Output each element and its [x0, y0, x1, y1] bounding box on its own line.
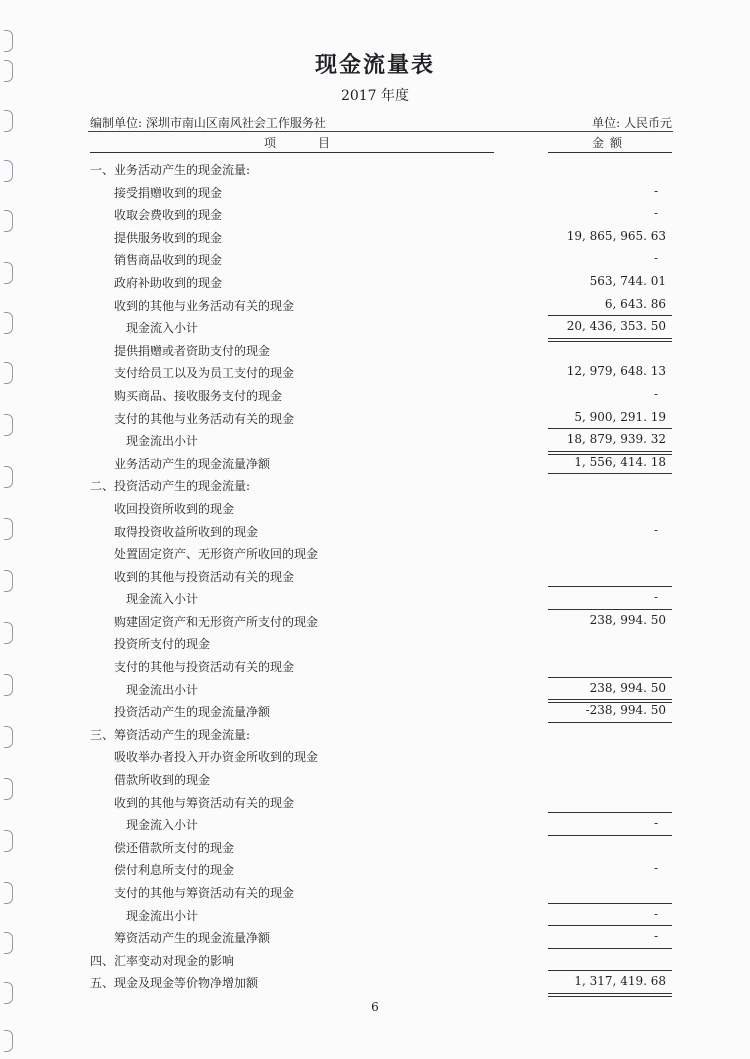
- column-header-item-a: 项: [264, 136, 277, 150]
- row-amount: 563, 744. 01: [589, 273, 666, 288]
- row-label: 收到的其他与筹资活动有关的现金: [114, 795, 295, 810]
- row-label: 现金流入小计: [126, 818, 199, 833]
- row-amount: 20, 436, 353. 50: [566, 319, 666, 334]
- row-label: 一、业务活动产生的现金流量:: [90, 163, 251, 177]
- table-row: [0, 565, 750, 588]
- table-row: [0, 226, 750, 249]
- table-row: [0, 881, 750, 904]
- table-row: [0, 813, 750, 836]
- table-row: [0, 271, 750, 294]
- row-amount: 18, 879, 939. 32: [566, 432, 666, 447]
- row-label: 偿还借款所支付的现金: [114, 840, 235, 855]
- row-amount: 12, 979, 648. 13: [566, 364, 666, 379]
- table-row: [0, 452, 750, 475]
- row-amount: -: [653, 816, 658, 831]
- table-row: [0, 497, 750, 520]
- table-row: [0, 429, 750, 452]
- table-row: [0, 745, 750, 768]
- row-amount: -: [653, 906, 658, 921]
- document-title: 现金流量表: [314, 53, 435, 78]
- row-label: 现金流出小计: [126, 682, 199, 697]
- table-row: [0, 926, 750, 949]
- row-label: 收回投资所收到的现金: [114, 501, 235, 516]
- row-label: 购买商品、接收服务支付的现金: [114, 388, 283, 403]
- table-row: [0, 248, 750, 271]
- row-label: 借款所收到的现金: [114, 773, 211, 788]
- row-label: 二、投资活动产生的现金流量:: [90, 479, 251, 494]
- row-label: 支付的其他与投资活动有关的现金: [114, 660, 295, 675]
- row-amount: 238, 994. 50: [589, 612, 666, 627]
- row-label: 现金流入小计: [126, 321, 199, 336]
- row-label: 现金流出小计: [126, 908, 199, 923]
- row-label: 支付的其他与业务活动有关的现金: [114, 411, 295, 426]
- table-row: [0, 294, 750, 317]
- table-row: [0, 181, 750, 204]
- table-row: [0, 316, 750, 339]
- table-row: [0, 904, 750, 927]
- row-label: 处置固定资产、无形资产所收回的现金: [114, 547, 319, 562]
- row-label: 接受捐赠收到的现金: [114, 185, 223, 200]
- table-row: [0, 632, 750, 655]
- column-header-item: [90, 134, 494, 153]
- table-row: [0, 768, 750, 791]
- table-row: [0, 407, 750, 430]
- row-amount: -: [653, 861, 658, 876]
- row-label: 收到的其他与投资活动有关的现金: [114, 569, 295, 584]
- row-label: 投资活动产生的现金流量净额: [114, 705, 271, 720]
- row-label: 偿付利息所支付的现金: [114, 863, 235, 878]
- row-label: 取得投资收益所收到的现金: [114, 524, 259, 539]
- table-row: [0, 587, 750, 610]
- table-row: [0, 542, 750, 565]
- row-label: 四、汇率变动对现金的影响: [90, 953, 235, 968]
- table-row: [0, 858, 750, 881]
- row-amount: -: [653, 183, 658, 198]
- page-number: 6: [371, 1000, 379, 1014]
- row-label: 收到的其他与业务活动有关的现金: [114, 298, 295, 313]
- double-underline: [548, 993, 672, 997]
- table-row: [0, 610, 750, 633]
- column-header-item-b: 目: [318, 136, 331, 150]
- table-row: [0, 723, 750, 746]
- row-label: 政府补助收到的现金: [114, 275, 223, 290]
- table-row: [0, 836, 750, 859]
- row-label: 吸收举办者投入开办资金所收到的现金: [114, 750, 319, 765]
- column-header-amount: 金额: [548, 134, 672, 153]
- row-label: 业务活动产生的现金流量净额: [114, 456, 271, 471]
- row-label: 三、筹资活动产生的现金流量:: [90, 727, 251, 742]
- table-row: [0, 158, 750, 181]
- header-rule: [88, 131, 673, 132]
- table-row: [0, 203, 750, 226]
- row-amount: -: [653, 386, 658, 401]
- table-row: [0, 971, 750, 994]
- row-label: 支付的其他与筹资活动有关的现金: [114, 886, 295, 900]
- report-year: 2017 年度: [340, 88, 410, 104]
- row-label: 投资所支付的现金: [114, 637, 211, 652]
- row-label: 筹资活动产生的现金流量净额: [114, 931, 271, 946]
- row-label: 现金流出小计: [126, 434, 199, 449]
- table-row: [0, 339, 750, 362]
- row-amount: -: [653, 590, 658, 605]
- row-label: 购建固定资产和无形资产所支付的现金: [114, 614, 319, 629]
- row-amount: 19, 865, 965. 63: [566, 228, 666, 243]
- row-label: 支付给员工以及为员工支付的现金: [114, 366, 295, 381]
- row-amount: -: [653, 206, 658, 221]
- table-row: [0, 949, 750, 972]
- row-label: 现金流入小计: [126, 592, 199, 607]
- row-label: 提供捐赠或者资助支付的现金: [114, 343, 271, 358]
- row-amount: 6, 643. 86: [604, 296, 666, 311]
- row-label: 提供服务收到的现金: [114, 230, 223, 245]
- table-row: [0, 700, 750, 723]
- row-amount: -: [653, 251, 658, 266]
- row-amount: 238, 994. 50: [589, 680, 666, 695]
- row-label: 五、现金及现金等价物净增加额: [90, 976, 259, 991]
- unit-label: 单位: 人民币元: [592, 116, 672, 130]
- row-amount: -238, 994. 50: [585, 703, 666, 718]
- cash-flow-table: [0, 158, 750, 994]
- row-label: 收取会费收到的现金: [114, 208, 223, 223]
- row-amount: 1, 317, 419. 68: [574, 974, 666, 989]
- table-row: [0, 384, 750, 407]
- table-row: [0, 678, 750, 701]
- table-row: [0, 520, 750, 543]
- org-label: 编制单位: 深圳市南山区南风社会工作服务社: [90, 116, 326, 130]
- table-row: [0, 474, 750, 497]
- row-amount: -: [653, 929, 658, 944]
- table-row: [0, 791, 750, 814]
- row-amount: 1, 556, 414. 18: [574, 454, 666, 469]
- table-row: [0, 655, 750, 678]
- row-amount: -: [653, 522, 658, 537]
- row-amount: 5, 900, 291. 19: [574, 409, 666, 424]
- row-label: 销售商品收到的现金: [114, 253, 223, 268]
- table-row: [0, 361, 750, 384]
